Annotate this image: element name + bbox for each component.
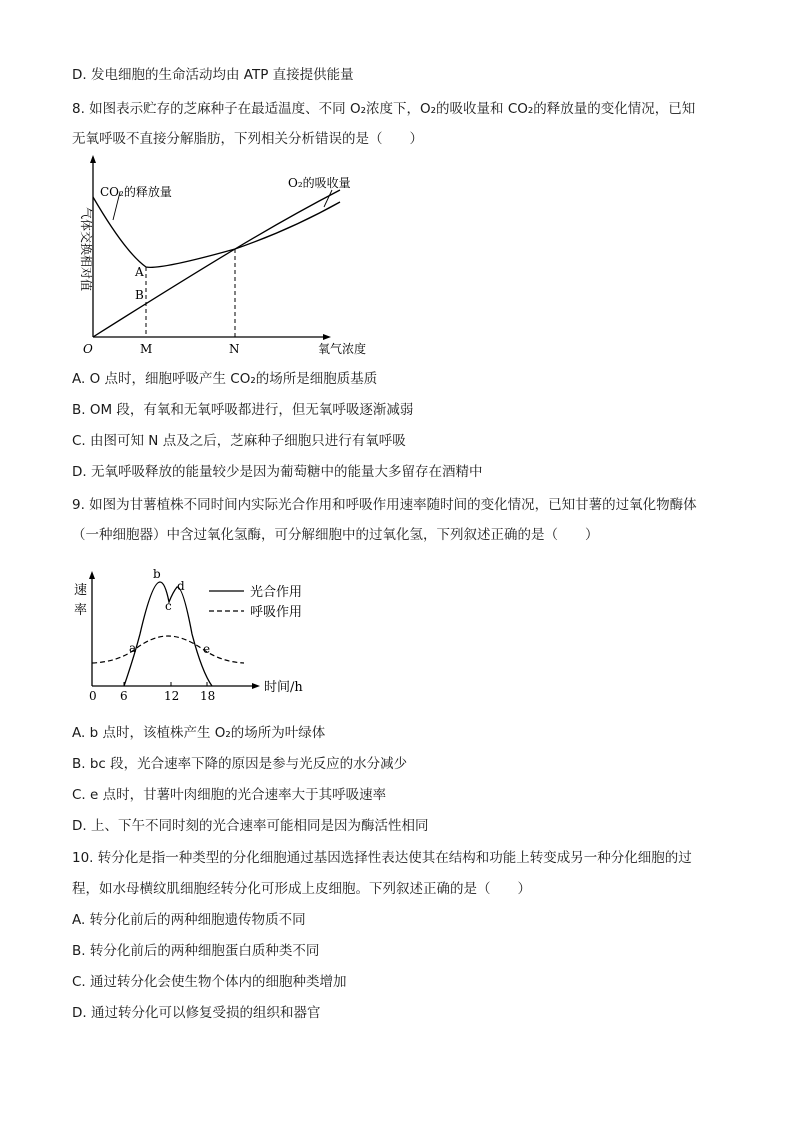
q9-point-d: d	[177, 579, 185, 593]
q9-y-label-bottom: 率	[74, 603, 88, 618]
q8-o2-curve	[93, 190, 340, 337]
q10-stem-line2: 程，如水母横纹肌细胞经转分化可形成上皮细胞。下列叙述正确的是（ ）	[72, 881, 531, 897]
q9-stem-line1: 9. 如图为甘薯植株不同时间内实际光合作用和呼吸作用速率随时间的变化情况，已知甘薯的过氧化物酶体	[72, 497, 697, 513]
q9-photosynthesis-curve	[124, 582, 212, 686]
q8-o2-label: O₂的吸收量	[288, 176, 351, 190]
q8-origin-label: O	[83, 342, 93, 356]
q9-option-b: B. bc 段，光合速率下降的原因是参与光反应的水分减少	[72, 756, 408, 772]
q9-stem-line2: （一种细胞器）中含过氧化氢酶，可分解细胞中的过氧化氢，下列叙述正确的是（ ）	[72, 527, 599, 543]
q9-x-axis-label: 时间/h	[264, 680, 303, 695]
q9-legend-solid-label: 光合作用	[250, 585, 303, 600]
q9-figure	[72, 562, 332, 702]
q9-x-arrow	[252, 683, 260, 689]
q10-option-d: D. 通过转分化可以修复受损的组织和器官	[72, 1005, 321, 1021]
q8-x-arrow	[323, 334, 331, 340]
q9-point-e: e	[203, 642, 211, 656]
q8-co2-curve	[93, 197, 340, 267]
q8-option-c: C. 由图可知 N 点及之后，芝麻种子细胞只进行有氧呼吸	[72, 433, 406, 449]
q8-stem-line2: 无氧呼吸不直接分解脂肪，下列相关分析错误的是（ ）	[72, 131, 423, 147]
q8-n-label: N	[229, 342, 240, 356]
q8-point-b-label: B	[135, 288, 144, 302]
q9-tick-label-0: 0	[89, 689, 97, 702]
q10-option-b: B. 转分化前后的两种细胞蛋白质种类不同	[72, 943, 320, 959]
q8-option-b: B. OM 段，有氧和无氧呼吸都进行，但无氧呼吸逐渐减弱	[72, 402, 414, 418]
q9-tick-label-18: 18	[200, 689, 216, 702]
q8-stem-line1: 8. 如图表示贮存的芝麻种子在最适温度、不同 O₂浓度下，O₂的吸收量和 CO₂的释放量的变化情况，已知	[72, 101, 696, 117]
q8-x-axis-label: 氧气浓度	[318, 342, 367, 356]
q9-point-c: c	[165, 599, 172, 613]
q9-option-d: D. 上、下午不同时刻的光合速率可能相同是因为酶活性相同	[72, 818, 429, 834]
q9-option-a: A. b 点时，该植株产生 O₂的场所为叶绿体	[72, 725, 326, 741]
q7-option-d: D. 发电细胞的生命活动均由 ATP 直接提供能量	[72, 67, 354, 83]
q9-respiration-curve	[92, 636, 244, 663]
q10-option-a: A. 转分化前后的两种细胞遗传物质不同	[72, 912, 306, 928]
q9-tick-label-12: 12	[164, 689, 180, 702]
q9-tick-label-6: 6	[120, 689, 128, 702]
q9-point-a: a	[129, 641, 137, 655]
q9-option-c: C. e 点时，甘薯叶肉细胞的光合速率大于其呼吸速率	[72, 787, 387, 803]
q8-option-a: A. O 点时，细胞呼吸产生 CO₂的场所是细胞质基质	[72, 371, 378, 387]
q8-point-a-label: A	[135, 265, 144, 279]
q9-point-b: b	[153, 567, 161, 581]
q8-m-label: M	[140, 342, 153, 356]
q10-stem-line1: 10. 转分化是指一种类型的分化细胞通过基因选择性表达使其在结构和功能上转变成另一种分化细胞的过	[72, 850, 692, 866]
q8-figure	[60, 152, 400, 362]
q8-co2-label: CO₂的释放量	[100, 185, 172, 199]
q10-option-c: C. 通过转分化会使生物个体内的细胞种类增加	[72, 974, 347, 990]
q9-y-arrow	[89, 571, 95, 579]
q8-y-axis-label: 气体交换相对值	[79, 207, 93, 292]
q8-y-arrow	[90, 155, 96, 163]
q9-y-label-top: 速	[74, 583, 88, 598]
q8-option-d: D. 无氧呼吸释放的能量较少是因为葡萄糖中的能量大多留存在酒精中	[72, 464, 483, 480]
q9-legend-dashed-label: 呼吸作用	[250, 605, 303, 620]
